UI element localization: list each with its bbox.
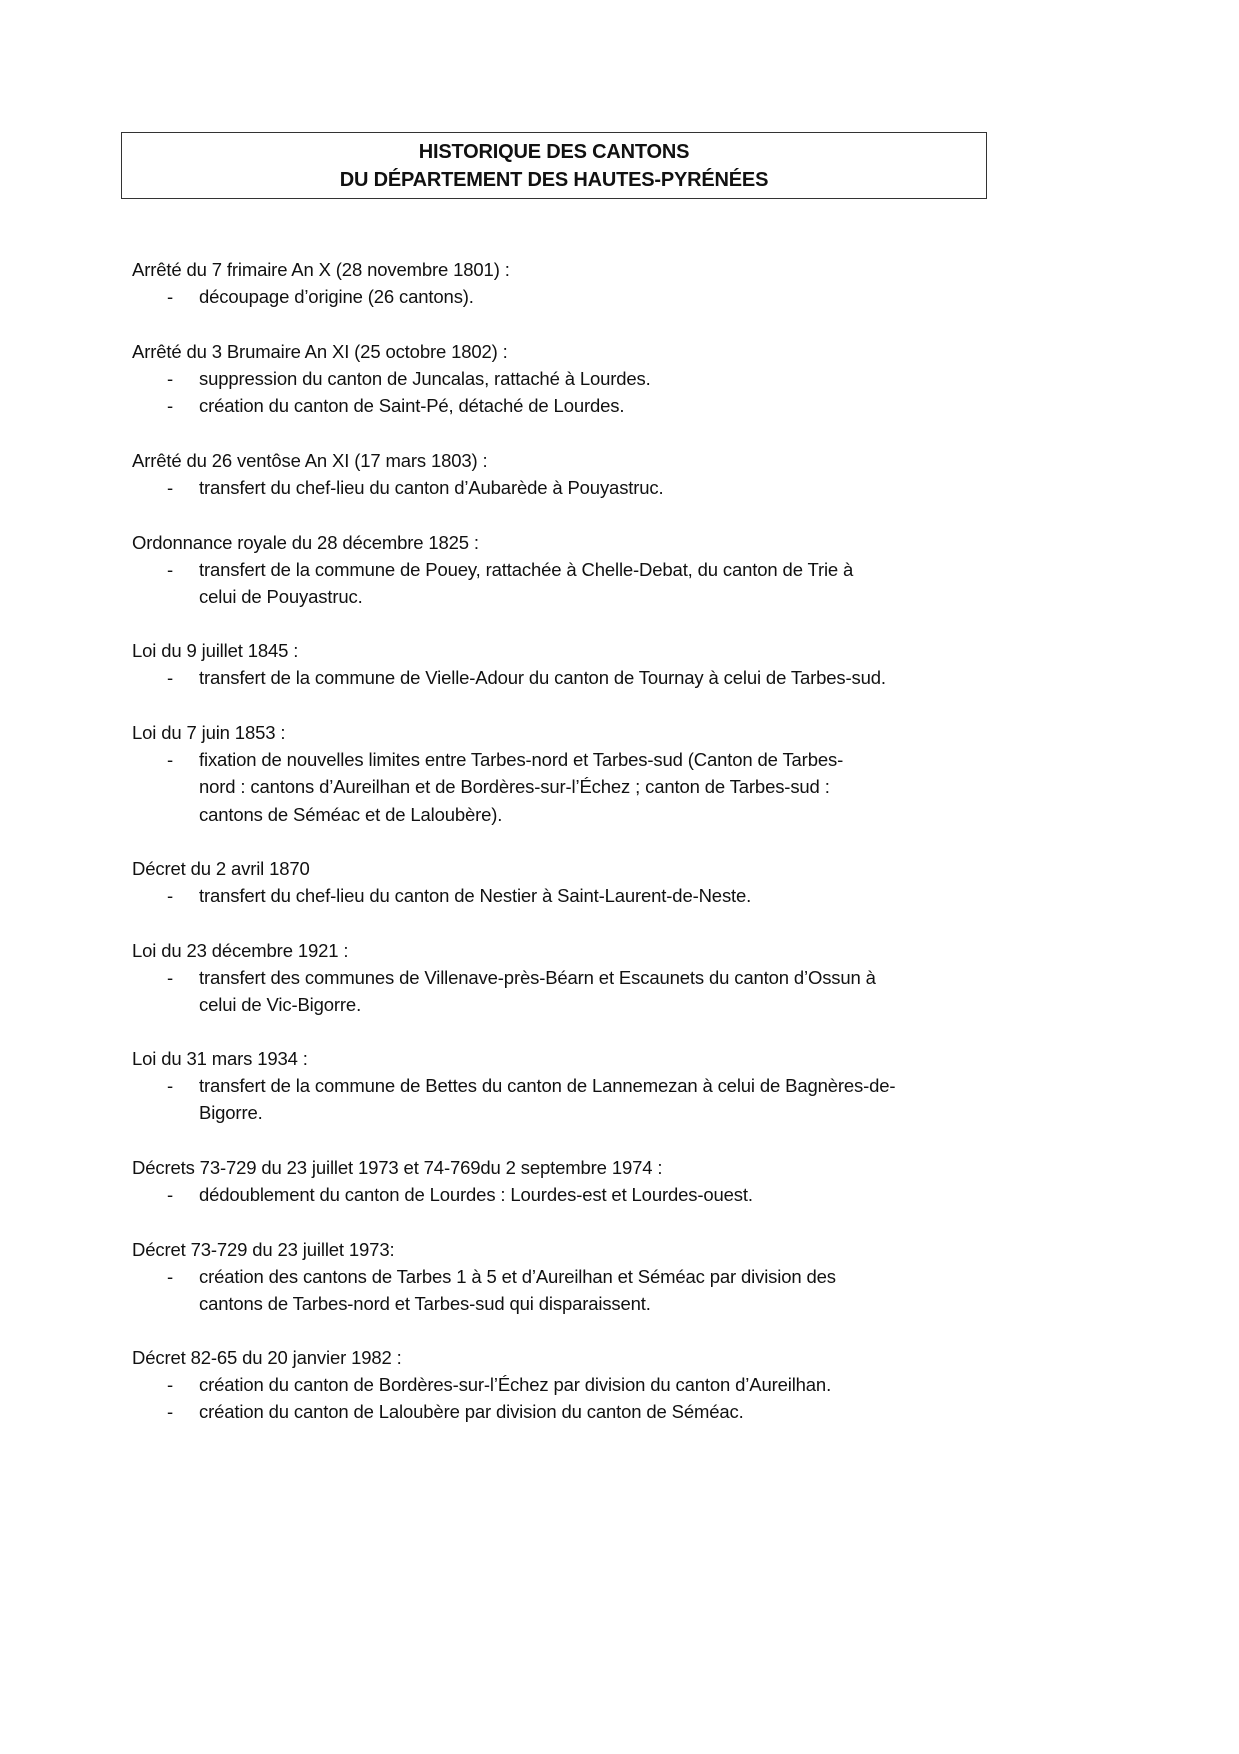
list-item-text: création du canton de Laloubère par division du canton de Séméac. bbox=[199, 1401, 744, 1423]
bullet-dash: - bbox=[167, 1075, 174, 1097]
section-heading: Ordonnance royale du 28 décembre 1825 : bbox=[132, 532, 479, 553]
list-item bbox=[132, 1263, 992, 1317]
section-1825 bbox=[132, 529, 992, 611]
bullet-dash: - bbox=[167, 368, 174, 390]
list-item bbox=[132, 365, 992, 392]
list-item bbox=[132, 556, 992, 610]
list-item bbox=[132, 882, 992, 909]
list-item-text-continued: cantons de Séméac et de Laloubère). bbox=[199, 803, 503, 825]
bullet-dash: - bbox=[167, 885, 174, 907]
section-1982 bbox=[132, 1344, 992, 1426]
list-item-text: suppression du canton de Juncalas, rattaché à Lourdes. bbox=[199, 368, 651, 390]
document-title: HISTORIQUE DES CANTONS bbox=[418, 141, 690, 163]
bullet-dash: - bbox=[167, 1401, 174, 1423]
section-heading: Loi du 7 juin 1853 : bbox=[132, 722, 286, 743]
list-item-text: création des cantons de Tarbes 1 à 5 et d’Aureilhan et Séméac par division des bbox=[199, 1266, 836, 1288]
list-item bbox=[132, 1072, 992, 1126]
list-item-text: transfert du chef-lieu du canton de Nestier à Saint-Laurent-de-Neste. bbox=[199, 885, 752, 907]
list-item-text: transfert de la commune de Vielle-Adour du canton de Tournay à celui de Tarbes-sud. bbox=[199, 667, 886, 689]
list-item bbox=[132, 1181, 992, 1208]
list-item bbox=[132, 1398, 992, 1425]
bullet-dash: - bbox=[167, 1374, 174, 1396]
section-heading: Loi du 31 mars 1934 : bbox=[132, 1048, 308, 1069]
bullet-dash: - bbox=[167, 477, 174, 499]
list-item-text: fixation de nouvelles limites entre Tarbes-nord et Tarbes-sud (Canton de Tarbes- bbox=[199, 749, 844, 771]
section-heading: Décrets 73-729 du 23 juillet 1973 et 74-769du 2 septembre 1974 : bbox=[132, 1157, 663, 1178]
list-item-text-continued: cantons de Tarbes-nord et Tarbes-sud qui disparaissent. bbox=[199, 1293, 651, 1315]
section-1845 bbox=[132, 637, 992, 691]
list-item bbox=[132, 283, 992, 310]
section-1973-1974 bbox=[132, 1154, 992, 1208]
bullet-dash: - bbox=[167, 667, 174, 689]
bullet-dash: - bbox=[167, 967, 174, 989]
document-title-box bbox=[121, 132, 987, 199]
section-heading: Arrêté du 7 frimaire An X (28 novembre 1801) : bbox=[132, 259, 510, 280]
list-item bbox=[132, 392, 992, 419]
bullet-dash: - bbox=[167, 286, 174, 308]
list-item-text: transfert des communes de Villenave-près-Béarn et Escaunets du canton d’Ossun à bbox=[199, 967, 876, 989]
bullet-dash: - bbox=[167, 1266, 174, 1288]
section-1870 bbox=[132, 855, 992, 909]
list-item-text: découpage d’origine (26 cantons). bbox=[199, 286, 474, 308]
list-item-text-continued: celui de Vic-Bigorre. bbox=[199, 994, 362, 1016]
section-heading: Loi du 9 juillet 1845 : bbox=[132, 640, 299, 661]
list-item-text: création du canton de Saint-Pé, détaché de Lourdes. bbox=[199, 395, 625, 417]
list-item-text: transfert de la commune de Pouey, rattachée à Chelle-Debat, du canton de Trie à bbox=[199, 559, 854, 581]
document-subtitle: DU DÉPARTEMENT DES HAUTES-PYRÉNÉES bbox=[339, 169, 769, 191]
section-heading: Loi du 23 décembre 1921 : bbox=[132, 940, 349, 961]
section-heading: Arrêté du 26 ventôse An XI (17 mars 1803) : bbox=[132, 450, 488, 471]
list-item bbox=[132, 964, 992, 1018]
list-item bbox=[132, 474, 992, 501]
section-heading: Décret 73-729 du 23 juillet 1973: bbox=[132, 1239, 395, 1260]
list-item bbox=[132, 746, 992, 828]
section-heading: Arrêté du 3 Brumaire An XI (25 octobre 1802) : bbox=[132, 341, 508, 362]
bullet-dash: - bbox=[167, 559, 174, 581]
list-item-text-continued: nord : cantons d’Aureilhan et de Bordères-sur-l’Échez ; canton de Tarbes-sud : bbox=[199, 776, 830, 798]
section-1802 bbox=[132, 338, 992, 420]
section-1803 bbox=[132, 447, 992, 501]
list-item-text-continued: Bigorre. bbox=[199, 1102, 263, 1124]
section-heading: Décret du 2 avril 1870 bbox=[132, 858, 310, 879]
list-item-text: transfert du chef-lieu du canton d’Aubarède à Pouyastruc. bbox=[199, 477, 664, 499]
list-item bbox=[132, 1371, 992, 1398]
section-1921 bbox=[132, 937, 992, 1019]
section-1801 bbox=[132, 256, 992, 310]
section-1973 bbox=[132, 1236, 992, 1318]
bullet-dash: - bbox=[167, 749, 174, 771]
list-item-text: transfert de la commune de Bettes du canton de Lannemezan à celui de Bagnères-de- bbox=[199, 1075, 896, 1097]
section-1853 bbox=[132, 719, 992, 828]
section-1934 bbox=[132, 1045, 992, 1127]
list-item-text: création du canton de Bordères-sur-l’Échez par division du canton d’Aureilhan. bbox=[199, 1374, 832, 1396]
list-item bbox=[132, 664, 992, 691]
bullet-dash: - bbox=[167, 395, 174, 417]
list-item-text: dédoublement du canton de Lourdes : Lourdes-est et Lourdes-ouest. bbox=[199, 1184, 753, 1206]
section-heading: Décret 82-65 du 20 janvier 1982 : bbox=[132, 1347, 402, 1368]
list-item-text-continued: celui de Pouyastruc. bbox=[199, 586, 363, 608]
bullet-dash: - bbox=[167, 1184, 174, 1206]
